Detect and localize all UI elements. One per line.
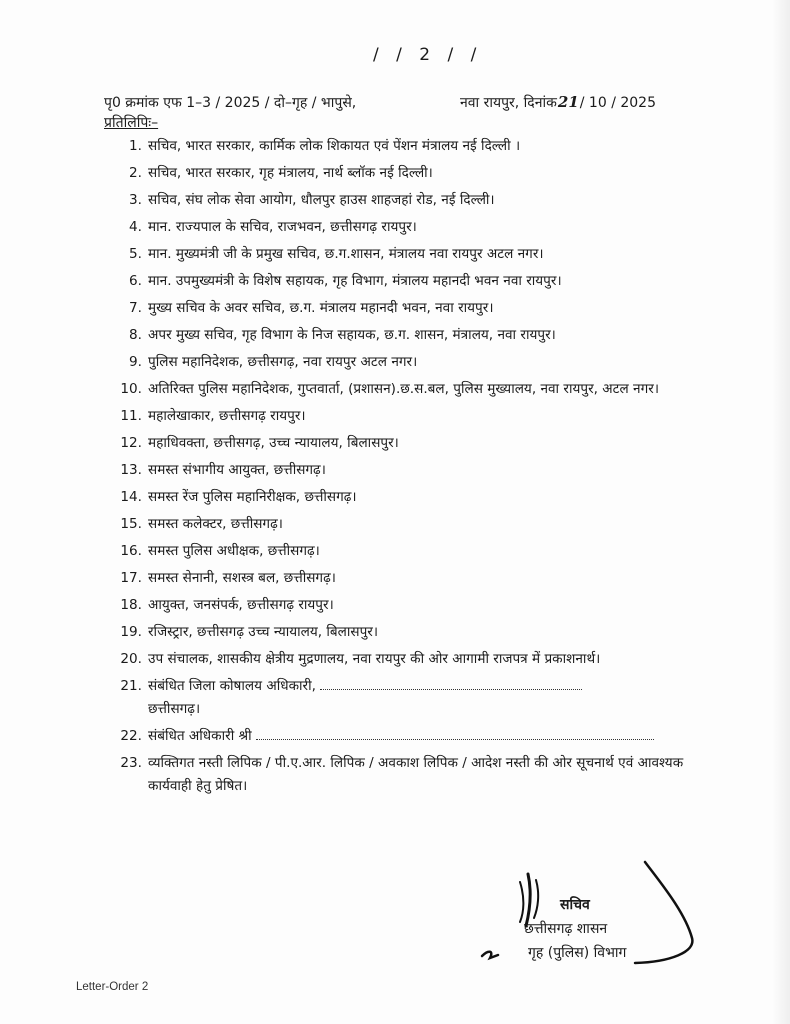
list-item	[118, 725, 698, 748]
list-item	[118, 216, 698, 239]
item-text-line2: छत्तीसगढ़।	[148, 701, 201, 717]
footer-document-code: Letter-Order 2	[76, 981, 149, 993]
item-number: 13.	[120, 462, 142, 478]
item-number: 6.	[129, 273, 142, 289]
item-number: 8.	[129, 327, 142, 343]
item-text	[148, 675, 698, 721]
item-text: समस्त कलेक्टर, छत्तीसगढ़।	[148, 516, 283, 532]
list-item	[118, 378, 698, 401]
item-number: 12.	[120, 435, 142, 451]
item-number: 14.	[120, 489, 142, 505]
item-text: समस्त सेनानी, सशस्त्र बल, छत्तीसगढ़।	[148, 570, 336, 586]
list-item	[118, 752, 698, 798]
item-number: 21.	[120, 678, 142, 694]
item-text: समस्त रेंज पुलिस महानिरीक्षक, छत्तीसगढ़।	[148, 489, 357, 505]
item-text: मान. मुख्यमंत्री जी के प्रमुख सचिव, छ.ग.शासन, मंत्रालय नवा रायपुर अटल नगर।	[148, 246, 544, 262]
list-item	[118, 270, 698, 293]
item-text: अपर मुख्य सचिव, गृह विभाग के निज सहायक, छ.ग. शासन, मंत्रालय, नवा रायपुर।	[148, 327, 556, 343]
item-text: समस्त पुलिस अधीक्षक, छत्तीसगढ़।	[148, 543, 320, 559]
signatory-government: छत्तीसगढ़ शासन	[524, 921, 608, 937]
signatory-department: गृह (पुलिस) विभाग	[528, 945, 627, 961]
item-text: मान. उपमुख्यमंत्री के विशेष सहायक, गृह विभाग, मंत्रालय महानदी भवन नवा रायपुर।	[148, 273, 562, 289]
list-item	[118, 351, 698, 374]
list-item	[118, 648, 698, 671]
item-text: सचिव, भारत सरकार, गृह मंत्रालय, नार्थ ब्लॉक नई दिल्ली।	[148, 165, 433, 181]
item-number: 19.	[120, 624, 142, 640]
item-number: 16.	[120, 543, 142, 559]
list-item	[118, 432, 698, 455]
list-item	[118, 297, 698, 320]
item-text: रजिस्ट्रार, छत्तीसगढ़ उच्च न्यायालय, बिलासपुर।	[148, 624, 379, 640]
item-text: समस्त संभागीय आयुक्त, छत्तीसगढ़।	[148, 462, 326, 478]
list-item	[118, 594, 698, 617]
list-item	[118, 513, 698, 536]
list-item	[118, 405, 698, 428]
item-number: 10.	[120, 381, 142, 397]
list-item	[118, 162, 698, 185]
item-number: 18.	[120, 597, 142, 613]
list-item	[118, 567, 698, 590]
copy-to-label: प्रतिलिपिः–	[104, 115, 159, 131]
list-item	[118, 621, 698, 644]
item-text	[148, 725, 698, 748]
item-text: महाधिवक्ता, छत्तीसगढ़, उच्च न्यायालय, बिलासपुर।	[148, 435, 399, 451]
item-number: 9.	[129, 354, 142, 370]
item-number: 1.	[129, 138, 142, 154]
item-number: 2.	[129, 165, 142, 181]
reference-number: पृ0 क्रमांक एफ 1–3 / 2025 / दो–गृह / भापुसे,	[104, 95, 357, 111]
item-text: मुख्य सचिव के अवर सचिव, छ.ग. मंत्रालय महानदी भवन, नवा रायपुर।	[148, 300, 494, 316]
date-day-handwritten: 21	[557, 93, 579, 111]
item-number: 7.	[129, 300, 142, 316]
blank-dotted-line	[320, 675, 582, 690]
list-item	[118, 675, 698, 721]
item-text-line1: संबंधित जिला कोषालय अधिकारी,	[148, 678, 316, 694]
list-item	[118, 243, 698, 266]
item-number: 23.	[120, 755, 142, 771]
item-text-line1: संबंधित अधिकारी श्री	[148, 728, 252, 744]
item-text: आयुक्त, जनसंपर्क, छत्तीसगढ़ रायपुर।	[148, 597, 334, 613]
item-number: 4.	[129, 219, 142, 235]
item-text: अतिरिक्त पुलिस महानिदेशक, गुप्तवार्ता, (प्रशासन).छ.स.बल, पुलिस मुख्यालय, नवा रायपुर, अटल नगर।	[148, 381, 659, 397]
item-number: 15.	[120, 516, 142, 532]
item-text: सचिव, संघ लोक सेवा आयोग, धौलपुर हाउस शाहजहां रोड, नई दिल्ली।	[148, 192, 495, 208]
item-text: सचिव, भारत सरकार, कार्मिक लोक शिकायत एवं पेंशन मंत्रालय नई दिल्ली ।	[148, 138, 521, 154]
blank-dotted-line	[256, 725, 654, 740]
item-text: व्यक्तिगत नस्ती लिपिक / पी.ए.आर. लिपिक / अवकाश लिपिक / आदेश नस्ती की ओर सूचनार्थ एवं आवश्यक कार्यवाही हेतु प्रेषित।	[148, 755, 684, 794]
list-item	[118, 189, 698, 212]
item-number: 22.	[120, 728, 142, 744]
item-text: पुलिस महानिदेशक, छत्तीसगढ़, नवा रायपुर अटल नगर।	[148, 354, 418, 370]
page-edge-shadow	[772, 0, 790, 1024]
item-number: 20.	[120, 651, 142, 667]
signatory-title: सचिव	[560, 897, 590, 913]
item-number: 3.	[129, 192, 142, 208]
item-number: 11.	[120, 408, 142, 424]
item-number: 5.	[129, 246, 142, 262]
date-prefix: नवा रायपुर, दिनांक	[460, 95, 557, 111]
list-item	[118, 540, 698, 563]
reference-date	[460, 93, 656, 112]
copy-recipient-list	[118, 135, 698, 802]
date-rest: / 10 / 2025	[579, 95, 656, 111]
item-text: मान. राज्यपाल के सचिव, राजभवन, छत्तीसगढ़ रायपुर।	[148, 219, 417, 235]
item-text: महालेखाकार, छत्तीसगढ़ रायपुर।	[148, 408, 306, 424]
list-item	[118, 459, 698, 482]
list-item	[118, 135, 698, 158]
list-item	[118, 486, 698, 509]
page-number: / / 2 / /	[373, 45, 483, 65]
item-number: 17.	[120, 570, 142, 586]
item-text: उप संचालक, शासकीय क्षेत्रीय मुद्रणालय, नवा रायपुर की ओर आगामी राजपत्र में प्रकाशनार्थ।	[148, 651, 601, 667]
list-item	[118, 324, 698, 347]
